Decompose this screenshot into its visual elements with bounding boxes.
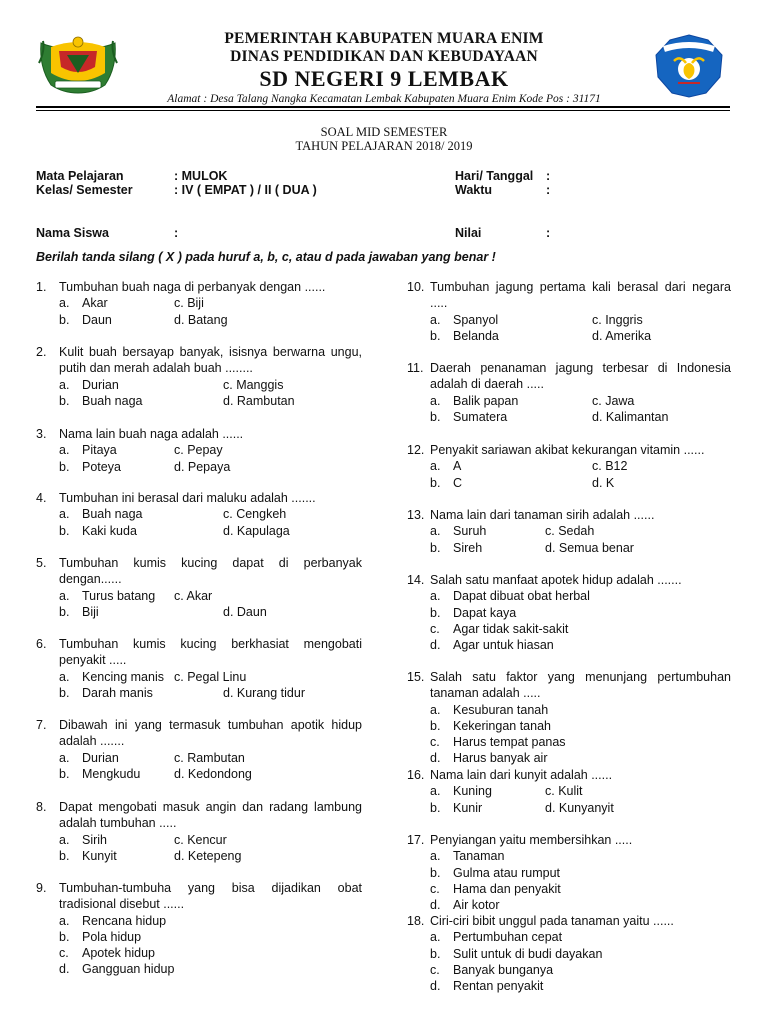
option-b: Daun [82, 312, 112, 327]
option-letter: a. [430, 312, 441, 327]
option-d: d. Pepaya [174, 459, 231, 474]
muara-enim-emblem-logo [37, 33, 119, 95]
option-b: Sireh [453, 540, 483, 555]
score-label: Nilai [455, 226, 482, 240]
question-16 [407, 767, 731, 816]
option-c: c. B12 [592, 459, 628, 474]
option-c: c. Cengkeh [223, 507, 287, 522]
option-b: Mengkudu [82, 766, 141, 781]
question-number: 16. [407, 768, 425, 782]
option-b: Sulit untuk di budi dayakan [453, 946, 603, 961]
header-divider-thin [36, 110, 730, 111]
option-letter: b. [59, 312, 70, 327]
question-10 [407, 279, 731, 344]
option-b: Kunyit [82, 848, 117, 863]
question-text: Penyiangan yaitu membersihkan ..... [430, 833, 633, 847]
question-15 [407, 669, 731, 767]
option-letter: b. [59, 929, 70, 944]
question-9 [36, 880, 362, 978]
option-d: d. Semua benar [545, 540, 634, 555]
option-a: A [453, 459, 462, 474]
score-value: : [546, 226, 551, 240]
option-c: c. Rambutan [174, 750, 245, 765]
question-number: 10. [407, 280, 425, 294]
class-semester-label: Kelas/ Semester [36, 183, 133, 197]
question-text: Salah satu manfaat apotek hidup adalah ....... [430, 573, 682, 587]
option-b: Pola hidup [82, 929, 142, 944]
question-7 [36, 717, 362, 782]
option-letter: b. [59, 393, 70, 408]
question-1 [36, 279, 362, 328]
option-b: Poteya [82, 459, 121, 474]
option-letter: a. [430, 849, 441, 864]
question-13 [407, 507, 731, 556]
option-letter: b. [430, 605, 441, 620]
option-d: Gangguan hidup [82, 962, 175, 977]
option-letter: a. [59, 913, 70, 928]
option-letter: d. [430, 979, 441, 994]
option-letter: a. [59, 750, 70, 765]
school-name: SD NEGERI 9 LEMBAK [259, 66, 509, 91]
header-divider-thick [36, 106, 730, 108]
option-letter: b. [59, 523, 70, 538]
option-letter: a. [430, 930, 441, 945]
option-d: d. Batang [174, 312, 228, 327]
class-semester-value: : IV ( EMPAT ) / II ( DUA ) [174, 183, 317, 197]
option-letter: b. [430, 328, 441, 343]
option-letter: c. [430, 735, 440, 750]
option-c: Banyak bunganya [453, 962, 554, 977]
question-text: Penyakit sariawan akibat kekurangan vitamin ...... [430, 443, 705, 457]
option-b: Buah naga [82, 393, 143, 408]
question-number: 8. [36, 800, 47, 814]
option-b: Darah manis [82, 685, 153, 700]
option-letter: a. [59, 669, 70, 684]
option-d: d. Daun [223, 604, 267, 619]
option-d: d. Kalimantan [592, 409, 669, 424]
question-number: 14. [407, 573, 425, 587]
option-letter: c. [59, 946, 69, 961]
subject-value: : MULOK [174, 169, 228, 183]
option-letter: b. [430, 865, 441, 880]
option-a: Pertumbuhan cepat [453, 930, 563, 945]
question-number: 1. [36, 280, 47, 294]
question-4 [36, 490, 362, 539]
exam-title: SOAL MID SEMESTER [320, 125, 448, 139]
day-date-label: Hari/ Tanggal [455, 169, 534, 183]
tut-wuri-handayani-logo [650, 33, 728, 99]
option-letter: b. [59, 685, 70, 700]
option-b: Dapat kaya [453, 605, 517, 620]
question-text: Tumbuhan kumis kucing dapat di perbanyak dengan...... [59, 556, 362, 587]
option-letter: c. [430, 621, 440, 636]
option-c: c. Biji [174, 296, 204, 311]
option-b: Biji [82, 604, 99, 619]
question-number: 15. [407, 670, 425, 684]
option-a: Durian [82, 377, 119, 392]
option-c: c. Manggis [223, 377, 284, 392]
option-d: d. Kapulaga [223, 523, 290, 538]
option-a: Rencana hidup [82, 913, 167, 928]
option-letter: b. [59, 848, 70, 863]
option-a: Tanaman [453, 849, 505, 864]
option-d: d. Ketepeng [174, 848, 242, 863]
option-b: Gulma atau rumput [453, 865, 560, 880]
option-c: c. Inggris [592, 312, 643, 327]
question-3 [36, 426, 362, 475]
academic-year: TAHUN PELAJARAN 2018/ 2019 [295, 139, 473, 153]
option-c: c. Jawa [592, 393, 635, 408]
question-14 [407, 572, 731, 653]
question-number: 12. [407, 443, 425, 457]
option-b: Kunir [453, 800, 483, 815]
option-letter: a. [59, 296, 70, 311]
question-text: Tumbuhan jagung pertama kali berasal dari negara ..... [430, 280, 731, 311]
question-number: 11. [407, 361, 424, 375]
student-name-label: Nama Siswa [36, 226, 109, 240]
option-letter: d. [59, 962, 70, 977]
question-text: Salah satu faktor yang menunjang pertumbuhan tanaman adalah ..... [430, 670, 731, 701]
option-letter: a. [59, 588, 70, 603]
time-label: Waktu [455, 183, 493, 197]
question-number: 17. [407, 833, 425, 847]
option-letter: b. [59, 604, 70, 619]
question-number: 18. [407, 914, 425, 928]
subject-label: Mata Pelajaran [36, 169, 124, 183]
option-letter: a. [59, 443, 70, 458]
option-letter: a. [430, 702, 441, 717]
question-text: Tumbuhan-tumbuha yang bisa dijadikan obat tradisional disebut ...... [59, 881, 362, 912]
question-number: 2. [36, 345, 47, 359]
option-c: c. Pepay [174, 443, 223, 458]
option-a: Akar [82, 296, 108, 311]
option-b: Kekeringan tanah [453, 718, 551, 733]
question-number: 4. [36, 491, 47, 505]
question-text: Tumbuhan kumis kucing berkhasiat mengobati penyakit ..... [59, 637, 362, 668]
option-d: d. Kedondong [174, 766, 252, 781]
option-d: d. K [592, 475, 615, 490]
option-c: Agar tidak sakit-sakit [453, 621, 569, 636]
option-letter: a. [430, 459, 441, 474]
option-c: c. Pegal Linu [174, 669, 247, 684]
option-b: Sumatera [453, 409, 508, 424]
header-government-line: PEMERINTAH KABUPATEN MUARA ENIM [224, 30, 544, 47]
question-5 [36, 555, 362, 620]
question-11 [407, 360, 731, 425]
option-d: d. Amerika [592, 328, 652, 343]
option-d: d. Kurang tidur [223, 685, 305, 700]
option-letter: a. [59, 832, 70, 847]
question-number: 7. [36, 718, 47, 732]
header-department-line: DINAS PENDIDIKAN DAN KEBUDAYAAN [230, 48, 538, 65]
option-a: Balik papan [453, 393, 519, 408]
option-letter: a. [59, 507, 70, 522]
option-b: Kaki kuda [82, 523, 137, 538]
question-8 [36, 799, 362, 864]
option-c: Harus tempat panas [453, 735, 566, 750]
option-d: Air kotor [453, 898, 500, 913]
option-c: Apotek hidup [82, 946, 155, 961]
option-letter: c. [430, 881, 440, 896]
option-a: Dapat dibuat obat herbal [453, 589, 590, 604]
option-d: Harus banyak air [453, 751, 548, 766]
question-6 [36, 636, 362, 701]
option-a: Durian [82, 750, 119, 765]
question-text: Tumbuhan buah naga di perbanyak dengan ...... [59, 280, 326, 294]
option-b: C [453, 475, 463, 490]
option-letter: b. [430, 409, 441, 424]
question-text: Ciri-ciri bibit unggul pada tanaman yaitu ...... [430, 914, 674, 928]
option-letter: a. [430, 393, 441, 408]
option-letter: b. [430, 800, 441, 815]
option-d: Agar untuk hiasan [453, 638, 554, 653]
option-a: Kuning [453, 784, 492, 799]
question-text: Dapat mengobati masuk angin dan radang lambung adalah tumbuhan ..... [59, 800, 362, 831]
question-18 [407, 913, 731, 994]
question-text: Daerah penanaman jagung terbesar di Indonesia adalah di daerah ..... [430, 361, 731, 392]
option-a: Suruh [453, 524, 487, 539]
option-a: Spanyol [453, 312, 499, 327]
option-letter: b. [430, 475, 441, 490]
option-a: Sirih [82, 832, 108, 847]
question-number: 3. [36, 427, 47, 441]
question-number: 9. [36, 881, 47, 895]
question-text: Dibawah ini yang termasuk tumbuhan apotik hidup adalah ....... [59, 718, 362, 749]
question-text: Kulit buah bersayap banyak, isisnya berwarna ungu, putih dan merah adalah buah ........ [59, 345, 362, 376]
option-letter: b. [430, 718, 441, 733]
option-a: Buah naga [82, 507, 143, 522]
option-letter: a. [430, 589, 441, 604]
question-12 [407, 442, 731, 491]
option-letter: b. [430, 540, 441, 555]
option-letter: a. [430, 784, 441, 799]
student-name-value: : [174, 226, 179, 240]
day-date-value: : [546, 169, 551, 183]
time-value: : [546, 183, 551, 197]
instruction-text: Berilah tanda silang ( X ) pada huruf a, b, c, atau d pada jawaban yang benar ! [36, 250, 496, 264]
option-b: Belanda [453, 328, 499, 343]
option-a: Pitaya [82, 443, 117, 458]
option-a: Kencing manis [82, 669, 164, 684]
option-d: d. Rambutan [223, 393, 295, 408]
option-letter: a. [59, 377, 70, 392]
question-number: 5. [36, 556, 47, 570]
question-text: Nama lain dari kunyit adalah ...... [430, 768, 613, 782]
option-c: c. Akar [174, 588, 213, 603]
question-text: Nama lain dari tanaman sirih adalah ...... [430, 508, 655, 522]
option-letter: d. [430, 898, 441, 913]
option-d: d. Kunyanyit [545, 800, 614, 815]
option-a: Kesuburan tanah [453, 702, 549, 717]
question-17 [407, 832, 731, 913]
question-2 [36, 344, 362, 409]
option-a: Turus batang [82, 588, 156, 603]
question-number: 6. [36, 637, 47, 651]
question-text: Tumbuhan ini berasal dari maluku adalah ....... [59, 491, 316, 505]
option-c: Hama dan penyakit [453, 881, 561, 896]
option-letter: c. [430, 962, 440, 977]
option-letter: a. [430, 524, 441, 539]
school-address: Alamat : Desa Talang Nangka Kecamatan Lembak Kabupaten Muara Enim Kode Pos : 31171 [167, 93, 601, 105]
option-letter: b. [430, 946, 441, 961]
question-number: 13. [407, 508, 425, 522]
question-text: Nama lain buah naga adalah ...... [59, 427, 244, 441]
option-letter: b. [59, 766, 70, 781]
option-d: Rentan penyakit [453, 979, 544, 994]
option-letter: d. [430, 751, 441, 766]
option-letter: b. [59, 459, 70, 474]
option-c: c. Sedah [545, 524, 595, 539]
option-c: c. Kulit [545, 784, 583, 799]
option-letter: d. [430, 638, 441, 653]
option-c: c. Kencur [174, 832, 227, 847]
